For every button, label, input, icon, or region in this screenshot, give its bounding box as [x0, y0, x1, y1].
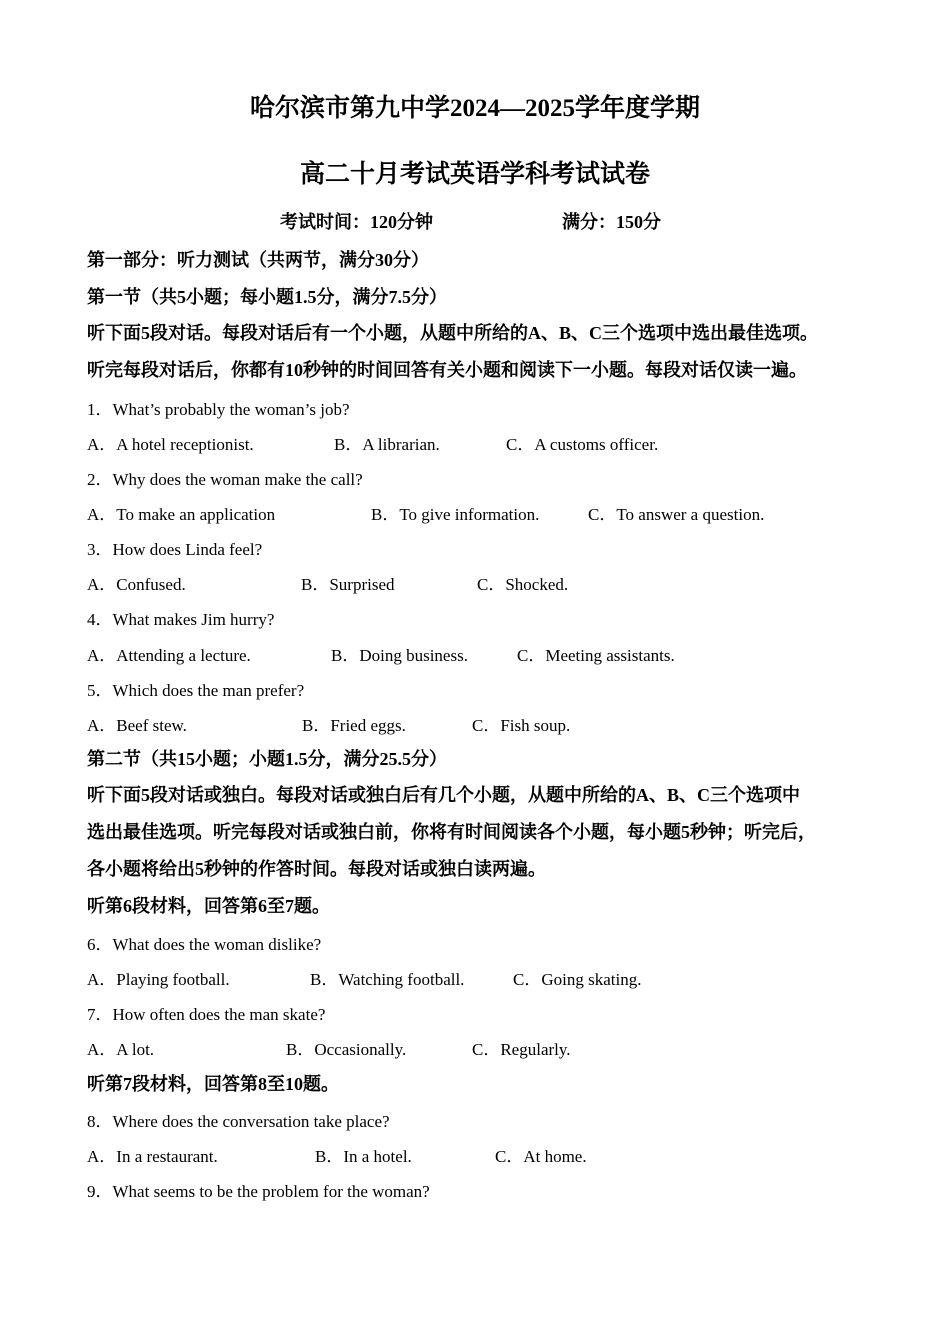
section2-instruction-2: 选出最佳选项。听完每段对话或独白前，你将有时间阅读各个小题，每小题5秒钟；听完后， — [87, 822, 816, 842]
exam-score: 满分：150分 — [562, 212, 661, 232]
question-9: 9．What seems to be the problem for the woman? — [87, 1182, 430, 1201]
question-8: 8．Where does the conversation take place? — [87, 1112, 390, 1131]
part1-heading: 第一部分：听力测试（共两节，满分30分） — [87, 250, 429, 270]
question-1: 1．What’s probably the woman’s job? — [87, 400, 350, 419]
section1-instruction-1: 听下面5段对话。每段对话后有一个小题，从题中所给的A、B、C三个选项中选出最佳选项。 — [87, 323, 818, 343]
q8-option-a: A．In a restaurant. — [87, 1147, 218, 1166]
q5-option-a: A．Beef stew. — [87, 716, 187, 735]
section1-instruction-2: 听完每段对话后，你都有10秒钟的时间回答有关小题和阅读下一小题。每段对话仅读一遍。 — [87, 360, 807, 380]
exam-title-line2: 高二十月考试英语学科考试试卷 — [299, 161, 650, 188]
question-5: 5．Which does the man prefer? — [87, 681, 305, 700]
section2-instruction-3: 各小题将给出5秒钟的作答时间。每段对话或独白读两遍。 — [87, 859, 546, 879]
q4-option-b: B．Doing business. — [331, 646, 468, 665]
section1-heading: 第一节（共5小题；每小题1.5分，满分7.5分） — [87, 287, 447, 307]
q2-option-c: C．To answer a question. — [588, 505, 765, 524]
question-4: 4．What makes Jim hurry? — [87, 610, 275, 629]
question-6: 6．What does the woman dislike? — [87, 935, 322, 954]
exam-time: 考试时间：120分钟 — [280, 212, 433, 232]
material-7-heading: 听第7段材料，回答第8至10题。 — [87, 1074, 339, 1094]
q4-option-c: C．Meeting assistants. — [517, 646, 675, 665]
q7-option-b: B．Occasionally. — [286, 1040, 407, 1059]
q1-option-a: A．A hotel receptionist. — [87, 435, 254, 454]
q1-option-c: C．A customs officer. — [506, 435, 659, 454]
q5-option-b: B．Fried eggs. — [302, 716, 406, 735]
q4-option-a: A．Attending a lecture. — [87, 646, 251, 665]
q2-option-a: A．To make an application — [87, 505, 276, 524]
q2-option-b: B．To give information. — [371, 505, 540, 524]
material-6-heading: 听第6段材料，回答第6至7题。 — [87, 896, 330, 916]
q3-option-c: C．Shocked. — [477, 575, 569, 594]
q8-option-b: B．In a hotel. — [315, 1147, 412, 1166]
q7-option-c: C．Regularly. — [472, 1040, 571, 1059]
question-3: 3．How does Linda feel? — [87, 540, 263, 559]
section2-instruction-1: 听下面5段对话或独白。每段对话或独白后有几个小题，从题中所给的A、B、C三个选项中 — [87, 785, 800, 805]
section2-heading: 第二节（共15小题；小题1.5分，满分25.5分） — [87, 749, 447, 769]
q3-option-a: A．Confused. — [87, 575, 186, 594]
q5-option-c: C．Fish soup. — [472, 716, 571, 735]
exam-title-line1: 哈尔滨市第九中学2024—2025学年度学期 — [249, 95, 700, 122]
q8-option-c: C．At home. — [495, 1147, 587, 1166]
q6-option-b: B．Watching football. — [310, 970, 465, 989]
question-7: 7．How often does the man skate? — [87, 1005, 326, 1024]
q1-option-b: B．A librarian. — [334, 435, 440, 454]
question-2: 2．Why does the woman make the call? — [87, 470, 363, 489]
q3-option-b: B．Surprised — [301, 575, 395, 594]
q6-option-c: C．Going skating. — [513, 970, 642, 989]
q7-option-a: A．A lot. — [87, 1040, 155, 1059]
q6-option-a: A．Playing football. — [87, 970, 230, 989]
